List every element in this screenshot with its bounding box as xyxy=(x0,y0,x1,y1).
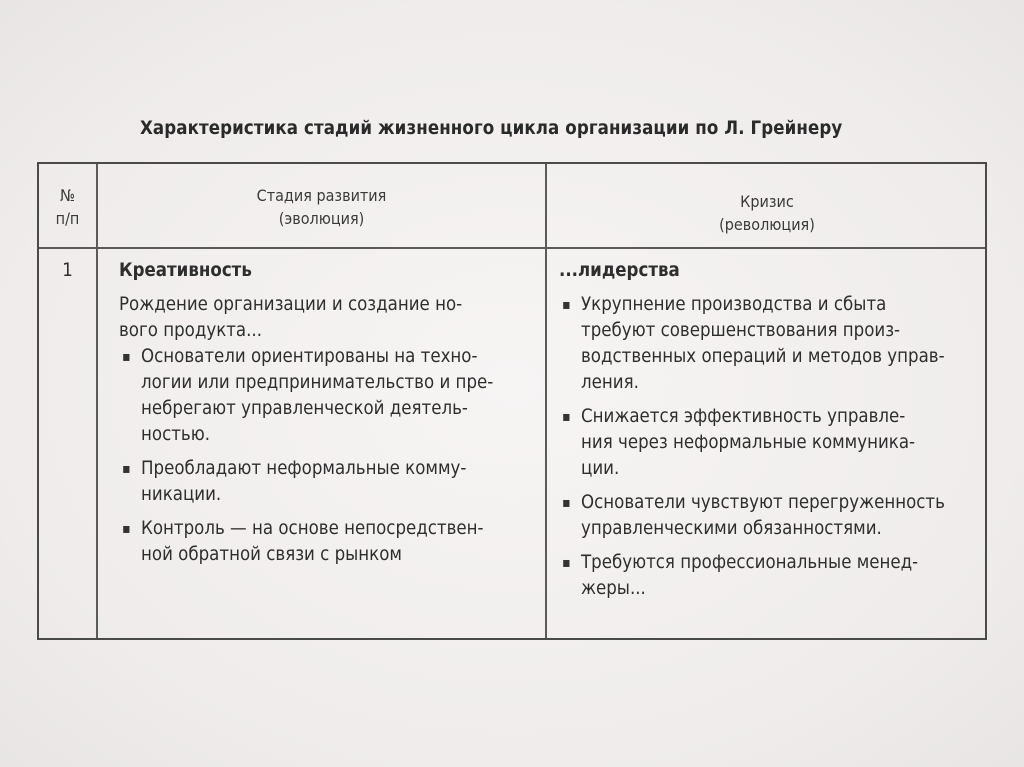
crisis-bullet xyxy=(559,550,984,602)
crisis-cell xyxy=(559,258,984,602)
stage-bullet-3-line-2: ной обратной связи с рынком xyxy=(141,544,402,565)
stage-intro-line-1: Рождение организации и создание но- xyxy=(119,294,463,315)
crisis-bullet-1-line-4: ления. xyxy=(581,372,639,393)
bullet-icon: ▪ xyxy=(562,409,571,425)
bullet-icon: ▪ xyxy=(122,521,131,537)
header-crisis-line-1: Кризис xyxy=(740,192,794,211)
stage-bullet-1-line-1: Основатели ориентированы на техно- xyxy=(141,346,478,367)
header-stage-line-1: Стадия развития xyxy=(256,186,387,205)
document-title: Характеристика стадий жизненного цикла организации по Л. Грейнеру xyxy=(140,118,843,139)
bullet-icon: ▪ xyxy=(122,349,131,365)
crisis-bullet-1-line-2: требуют совершенствования произ- xyxy=(581,320,901,341)
row-number: 1 xyxy=(62,260,73,281)
crisis-bullet-3-line-1: Основатели чувствуют перегруженность xyxy=(581,492,945,513)
header-stage xyxy=(98,184,545,230)
stage-bullet-3-line-1: Контроль — на основе непосредствен- xyxy=(141,518,484,539)
header-number xyxy=(39,184,96,230)
header-crisis xyxy=(547,190,987,236)
crisis-title: ...лидерства xyxy=(559,260,680,281)
crisis-bullet-1-line-3: водственных операций и методов управ- xyxy=(581,346,945,367)
stage-bullet-1-line-4: ностью. xyxy=(141,424,211,445)
lifecycle-table xyxy=(37,162,987,640)
stage-bullet xyxy=(119,516,539,568)
stage-intro-line-2: вого продукта... xyxy=(119,320,262,341)
crisis-bullet-2-line-1: Снижается эффективность управле- xyxy=(581,406,906,427)
bullet-icon: ▪ xyxy=(122,461,131,477)
stage-bullet-1-line-3: небрегают управленческой деятель- xyxy=(141,398,468,419)
bullet-icon: ▪ xyxy=(562,555,571,571)
crisis-bullet-2-line-2: ния через неформальные коммуника- xyxy=(581,432,916,453)
header-stage-line-2: (эволюция) xyxy=(278,209,365,228)
header-number-line-2: п/п xyxy=(55,209,80,228)
stage-bullet-2-line-1: Преобладают неформальные комму- xyxy=(141,458,467,479)
stage-bullet xyxy=(119,344,539,448)
crisis-bullet-1-line-1: Укрупнение производства и сбыта xyxy=(581,294,887,315)
crisis-bullet-4-line-1: Требуются профессиональные менед- xyxy=(581,552,919,573)
crisis-bullet-4-line-2: жеры... xyxy=(581,578,646,599)
column-divider-1 xyxy=(96,164,98,638)
header-number-line-1: № xyxy=(60,186,75,205)
bullet-icon: ▪ xyxy=(562,495,571,511)
stage-bullet-2-line-2: никации. xyxy=(141,484,222,505)
stage-cell xyxy=(119,258,539,568)
crisis-bullet-2-line-3: ции. xyxy=(581,458,620,479)
stage-title: Креативность xyxy=(119,260,252,281)
stage-bullet xyxy=(119,456,539,508)
crisis-bullet xyxy=(559,292,984,396)
crisis-bullet-3-line-2: управленческими обязанностями. xyxy=(581,518,882,539)
bullet-icon: ▪ xyxy=(562,297,571,313)
crisis-bullet xyxy=(559,404,984,482)
header-crisis-line-2: (революция) xyxy=(719,215,815,234)
header-divider xyxy=(39,247,985,249)
crisis-bullet xyxy=(559,490,984,542)
stage-bullet-1-line-2: логии или предпринимательство и пре- xyxy=(141,372,494,393)
